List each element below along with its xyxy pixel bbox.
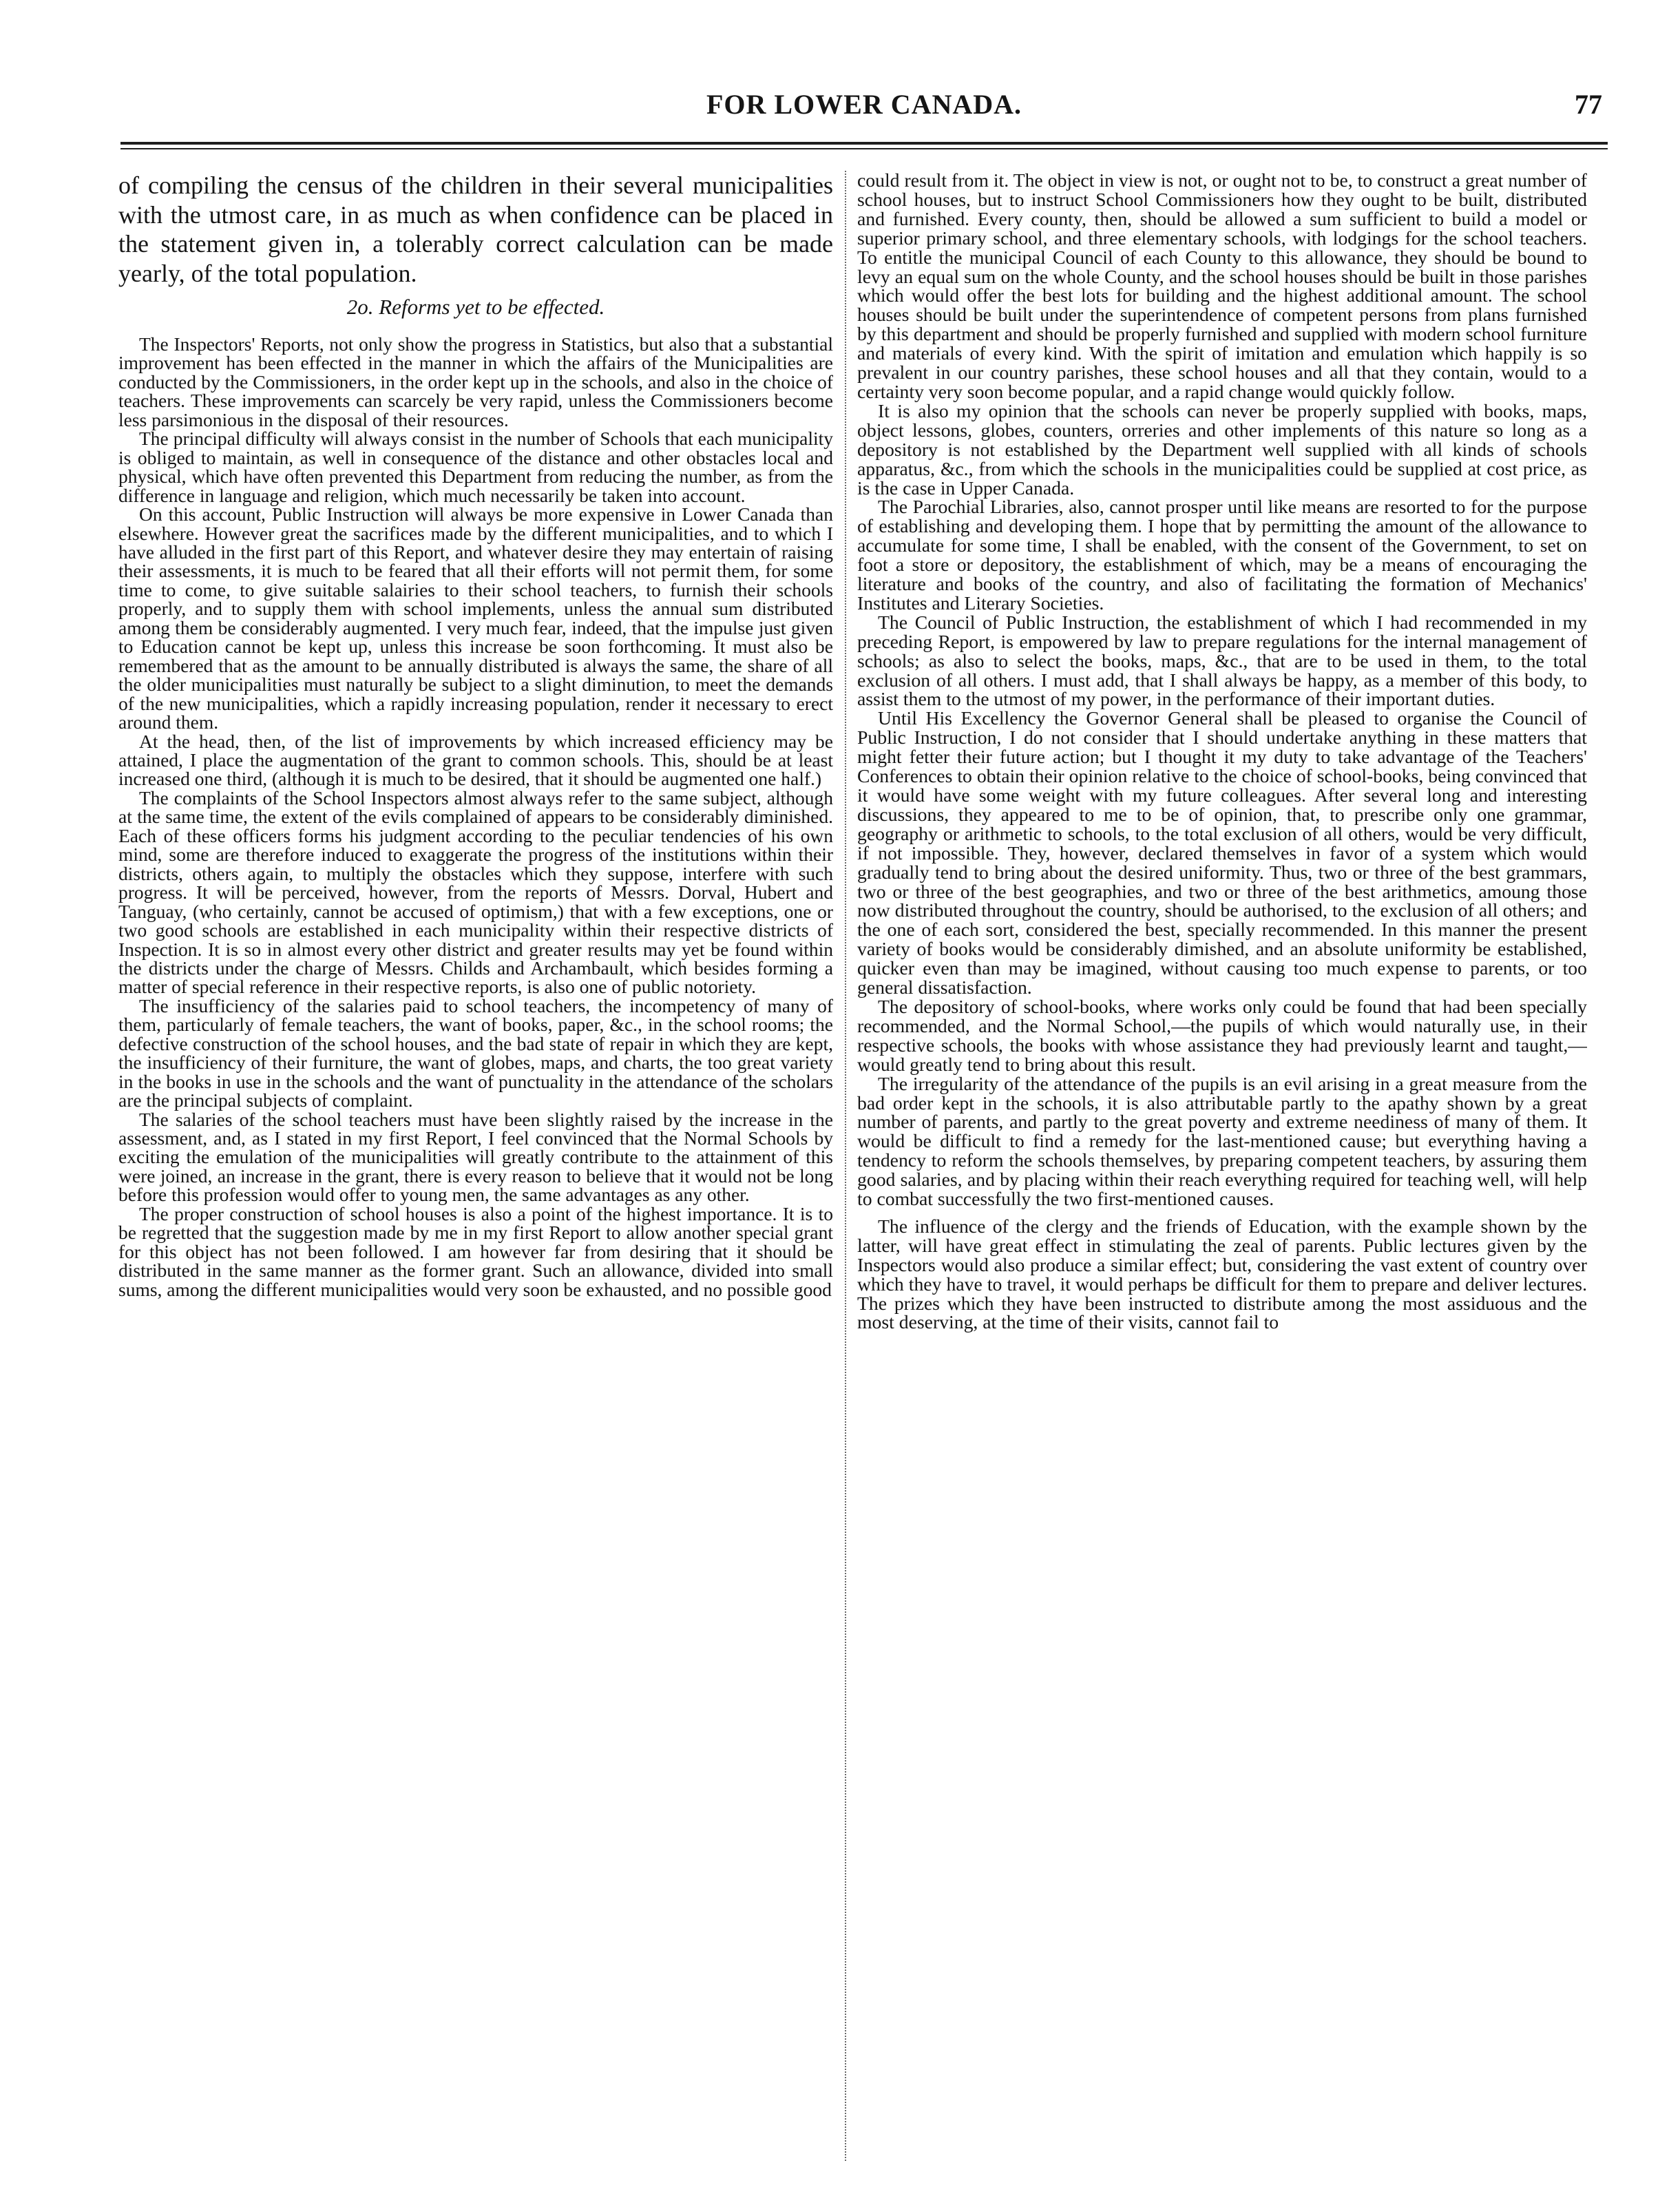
paragraph: The proper construction of school houses is also a point of the highest importance. It is to be regretted that the suggestion made by me in my first Report to allow another special grant for this object has not been followed. I am however far from desiring that it should be distributed in the same manner as the former grant. Such an allowance, divided into small sums, among the different municipalities would very soon be exhausted, and no possible good bbox=[118, 1202, 833, 1300]
paragraph: At the head, then, of the list of improvements by which increased efficiency may be attained, I place the augmentation of the grant to common schools. This, should be at least increased one third, (although it is much to be desired, that it should be augmented one half.) bbox=[118, 730, 833, 790]
header-rule-thin bbox=[120, 148, 1608, 149]
right-column bbox=[857, 171, 1587, 2168]
paragraph: The influence of the clergy and the friends of Education, with the example shown by the latter, will have great effect in stimulating the zeal of parents. Public lectures given by the Inspectors would also produce a similar effect; but, considering the vast extent of country over which they have to travel, it would perhaps be difficult for them to prepare and deliver lectures. The prizes which they have been instructed to distribute among the most assiduous and the most deserving, at the time of their visits, cannot fail to bbox=[857, 1215, 1587, 1333]
lead-paragraph: of compiling the census of the children in their several municipalities with the utmost care, in as much as when confidence can be placed in the statement given in, a tolerably correct calculation can be made yearly, of the total population. bbox=[118, 171, 833, 287]
paragraph: The Parochial Libraries, also, cannot prosper until like means are resorted to for the purpose of establishing and developing them. I hope that by permitting the amount of the allowance to accumulate for some time, I shall be enabled, with the consent of the Government, to set on foot a store or depository, the establishment of which, may be a means of encouraging the literature and books of the country, and also of facilitating the formation of Mechanics' Institutes and Literary Societies. bbox=[857, 496, 1587, 614]
paragraph: On this account, Public Instruction will always be more expensive in Lower Canada than elsewhere. However great the sacrifices made by the different municipalities, and to which I have alluded in the first part of this Report, and whatever desire they may entertain of raising their assessments, it is much to be feared that all their efforts will not permit them, for some time to come, to give suitable salairies to their school teachers, to furnish their schools properly, and to supply them with school implements, unless the annual sum distributed among them be considerably augmented. I very much fear, indeed, that the impulse just given to Education cannot be kept up, unless this increase be soon forthcoming. It must also be remembered that as the amount to be annually distributed is always the same, the share of all the older municipalities must naturally be subject to a slight diminution, to meet the demands of the new municipalities, which a rapidly increasing population, render it necessary to erect around them. bbox=[118, 503, 833, 733]
paragraph: The Inspectors' Reports, not only show the progress in Statistics, but also that a substantial improvement has been effected in the manner in which the affairs of the Municipalities are conducted by the Commissioners, in the order kept up in the schools, and also in the choice of teachers. These improvements can scarcely be very rapid, unless the Commissioners become less parsimonious in the disposal of their resources. bbox=[118, 333, 833, 430]
left-column bbox=[118, 171, 833, 2168]
column-divider bbox=[845, 171, 846, 2161]
header-rule-thick bbox=[120, 142, 1608, 145]
paragraph: The insufficiency of the salaries paid to school teachers, the incompetency of many of them, particularly of female teachers, the want of books, paper, &c., in the school rooms; the defective construction of the school houses, and the bad state of repair in which they are kept, the insufficiency of their furniture, the want of globes, maps, and charts, the too great variety in the books in use in the schools and the want of punctuality in the attendance of the scholars are the principal subjects of complaint. bbox=[118, 994, 833, 1111]
paragraph: The irregularity of the attendance of the pupils is an evil arising in a great measure from the bad order kept in the schools, it is also attributable partly to the apathy shown by a great number of parents, and partly to the great poverty and extreme neediness of many of them. It would be difficult to find a remedy for the last-mentioned cause; but everything having a tendency to reform the schools themselves, by preparing competent teachers, by assuring them good salaries, and by placing within their reach everything required for teaching well, will help to combat successfully the two first-mentioned causes. bbox=[857, 1072, 1587, 1210]
running-head bbox=[120, 88, 1608, 129]
section-heading: 2o. Reforms yet to be effected. bbox=[346, 295, 605, 319]
paragraph: The principal difficulty will always consist in the number of Schools that each municipality is obliged to maintain, as well in consequence of the distance and other obstacles local and physical, which have often prevented this Department from reducing the number, as from the difference in language and religion, which much necessarily be taken into account. bbox=[118, 428, 833, 506]
paragraph: It is also my opinion that the schools can never be properly supplied with books, maps, object lessons, globes, counters, orreries and other implements of this nature so long as a depository is not established by the Department well supplied with all kinds of schools apparatus, &c., from which the schools in the municipalities could be supplied at cost price, as is the case in Upper Canada. bbox=[857, 399, 1587, 499]
paragraph: The salaries of the school teachers must have been slightly raised by the increase in the assessment, and, as I stated in my first Report, I feel convinced that the Normal Schools by exciting the emulation of the municipalities will greatly contribute to the attainment of this were joined, an increase in the grant, there is every reason to believe that it would not be long before this profession would offer to young men, the same advantages as any other. bbox=[118, 1108, 833, 1206]
paragraph: Until His Excellency the Governor General shall be pleased to organise the Council of Public Instruction, I do not consider that I should undertake anything in these matters that might fetter their future action; but I thought it my duty to take advantage of the Teachers' Conferences to obtain their opinion relative to the choice of school-books, being convinced that it would have some weight with my future colleagues. After several long and interesting discussions, they appeared to me to be of opinion, that, to prescribe only one grammar, geography or arithmetic to schools, to the total exclusion of all others, would be very difficult, if not impossible. They, however, declared themselves in favor of a system which would gradually tend to bring about the desired uniformity. Thus, two or three of the best grammars, two or three of the best geographies, and two or three of the best arithmetics, amoung those now distributed throughout the country, should be authorised, to the exclusion of all others; and the one of each sort, considered the best, specially recommended. In this manner the present variety of books would be considerably dimished, and an absolute uniformity be established, quicker even than may be imagined, without causing too much expense to parents, or too general dissatisfaction. bbox=[857, 707, 1587, 999]
paragraph: The Council of Public Instruction, the establishment of which I had recommended in my preceding Report, is empowered by law to prepare regulations for the internal management of schools; as also to select the books, maps, &c., that are to be used in them, to the total exclusion of all others. I must add, that I shall always be happy, as a member of this body, to assist them to the utmost of my power, in the performance of their important duties. bbox=[857, 611, 1587, 710]
page-number: 77 bbox=[1575, 89, 1602, 120]
paragraph: The depository of school-books, where works only could be found that had been specially recommended, and the Normal School,—the pupils of which would naturally use, in their respective schools, the books with whose assistance they had previously learnt and taught,—would greatly tend to bring about this result. bbox=[857, 995, 1587, 1075]
paragraph: could result from it. The object in view is not, or ought not to be, to construct a great number of school houses, but to instruct School Commissioners how they ought to be built, distributed and furnished. Every county, then, should be allowed a sum sufficient to build a model or superior primary school, and three elementary schools, with lodgings for the school teachers. To entitle the municipal Council of each County to this allowance, they should be bound to levy an equal sum on the whole County, and the school houses should be built in those parishes which would offer the best lots for building and the highest additional amount. The school houses should be built under the superintendence of competent persons from plans furnished by this department and should be properly furnished and supplied with modern school furniture and materials of every kind. With the spirit of imitation and emulation which happily is so prevalent in our country parishes, these school houses and all that they contain, would to a certainty very soon become popular, and a rapid change would quickly follow. bbox=[857, 171, 1587, 402]
paragraph: The complaints of the School Inspectors almost always refer to the same subject, although at the same time, the extent of the evils complained of appears to be considerably diminished. Each of these officers forms his judgment according to the peculiar tendencies of his own mind, some are therefore induced to exaggerate the progress of the institutions within their districts, others again, to multiply the obstacles which they suppose, interfere with such progress. It will be perceived, however, from the reports of Messrs. Dorval, Hubert and Tanguay, (who certainly, cannot be accused of optimism,) that with a few exceptions, one or two good schools are established in each municipality within their respective districts of Inspection. It is so in almost every other district and greater results may yet be found within the districts under the charge of Messrs. Childs and Archambault, which besides forming a matter of special reference in their respective reports, is also one of public notoriety. bbox=[118, 786, 833, 998]
running-title: FOR LOWER CANADA. bbox=[706, 89, 1022, 120]
